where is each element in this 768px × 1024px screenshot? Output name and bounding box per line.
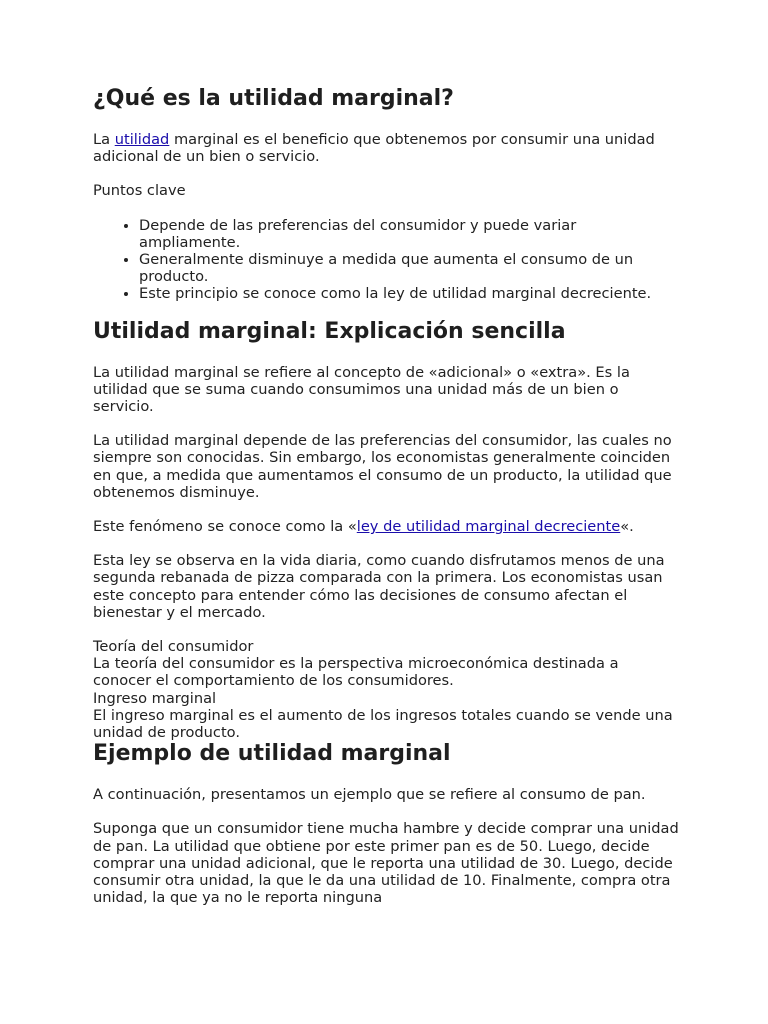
list-item: • Este principio se conoce como la ley de utilidad marginal decreciente. — [139, 285, 680, 302]
page-title: ¿Qué es la utilidad marginal? — [93, 86, 454, 111]
related-text-ingreso: El ingreso marginal es el aumento de los ingresos totales cuando se vende una unidad de producto. — [93, 706, 673, 742]
related-text-teoria: La teoría del consumidor es la perspectiva microeconómica destinada a conocer el comportamiento de los consumidores. — [93, 655, 619, 690]
explanation-p3-after: «. — [620, 518, 634, 536]
explanation-paragraph-4: Esta ley se observa en la vida diaria, como cuando disfrutamos menos de una segunda rebanada de pizza comparada con la primera. Los economistas usan este concepto para entender cómo las decisiones de consumo afectan el bienestar y el mercado. — [93, 552, 665, 621]
intro-text-before: La — [93, 131, 115, 148]
list-item: • Depende de las preferencias del consumidor y puede variar ampliamente. — [139, 217, 680, 251]
example-paragraph-1: A continuación, presentamos un ejemplo que se refiere al consumo de pan. — [93, 786, 646, 804]
ley-utilidad-marginal-link[interactable]: ley de utilidad marginal decreciente — [356, 518, 621, 536]
explanation-p3-before: Este fenómeno se conoce como la « — [93, 518, 357, 536]
intro-paragraph — [93, 131, 680, 165]
explanation-paragraph-2: La utilidad marginal depende de las preferencias del consumidor, las cuales no siempre son conocidas. Sin embargo, los economistas generalmente coinciden en que, a medida que aumentamos el consumo de un producto, la utilidad que obtenemos disminuye. — [93, 432, 672, 501]
explanation-paragraph-1: La utilidad marginal se refiere al concepto de «adicional» o «extra». Es la utilidad que se suma cuando consumimos una unidad más de un bien o servicio. — [93, 363, 630, 416]
explanation-paragraph-3 — [93, 518, 680, 535]
related-title-teoria: Teoría del consumidor — [93, 638, 254, 656]
section-heading-example: Ejemplo de utilidad marginal — [93, 741, 451, 767]
example-paragraph-2: Suponga que un consumidor tiene mucha hambre y decide comprar una unidad de pan. La utilidad que obtiene por este primer pan es de 50. Luego, decide comprar una unidad adicional, que le reporta una utilidad de 30. Luego, decide consumir otra unidad, la que le da una utilidad de 10. Finalmente, compra otra unidad, la que ya no le reporta ninguna — [93, 820, 679, 907]
key-points-list — [93, 217, 680, 303]
list-item: • Generalmente disminuye a medida que aumenta el consumo de un producto. — [139, 251, 680, 285]
related-title-ingreso: Ingreso marginal — [93, 689, 217, 707]
section-heading-explanation: Utilidad marginal: Explicación sencilla — [93, 318, 566, 344]
utilidad-link[interactable]: utilidad — [114, 131, 170, 148]
key-points-label: Puntos clave — [93, 182, 186, 200]
intro-text-after: marginal es el beneficio que obtenemos por consumir una unidad adicional de un bien o servicio. — [93, 131, 655, 166]
